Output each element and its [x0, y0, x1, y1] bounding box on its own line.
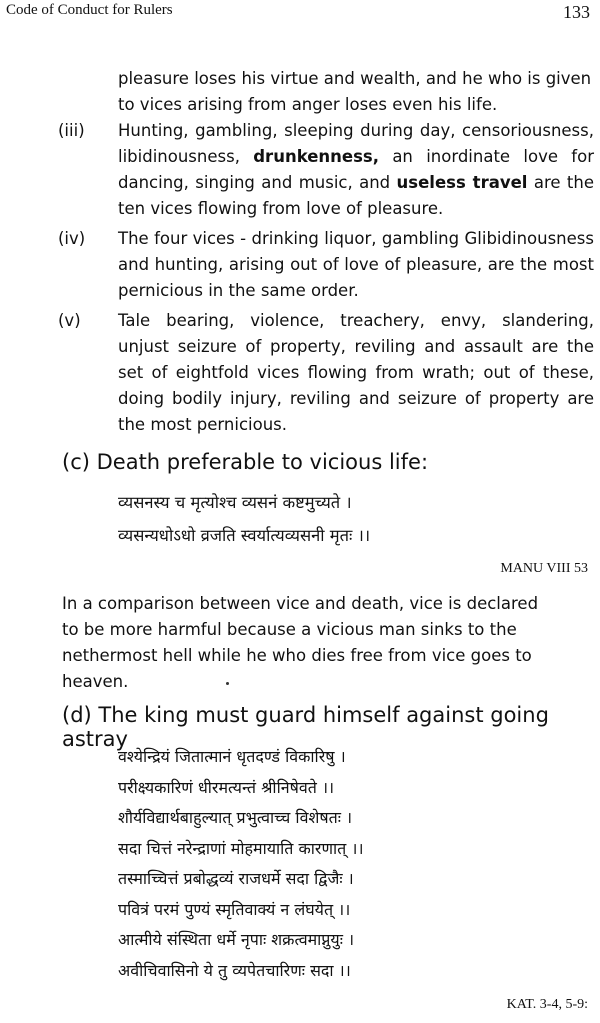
bold-term: drunkenness, — [253, 147, 380, 166]
section-heading-c: (c) Death preferable to vicious life: — [62, 450, 429, 474]
verse-line: वश्येन्द्रियं जितात्मानं धृतदण्डं विकारिषु । — [118, 747, 346, 766]
list-item-number: (iii) — [58, 121, 85, 140]
text-segment: are the ten vices flowing from love of pleasure. — [118, 173, 594, 218]
text-segment: Hunting, gambling, sleeping during day, censoriousness, libidinousness, — [118, 121, 594, 166]
verse-reference-d: KAT. 3-4, 5-9: — [506, 997, 588, 1012]
verse-line: व्यसनस्य च मृत्योश्च व्यसनं कष्टमुच्यते । — [118, 493, 352, 512]
sanskrit-verse-d — [118, 742, 364, 986]
page-number: 133 — [563, 2, 590, 22]
verse-line: अवीचिवासिनो ये तु व्यपेतचारिणः सदा ।। — [118, 960, 351, 980]
list-item-text: Tale bearing, violence, treachery, envy, slandering, unjust seizure of property, reviling and assault are the set of eightfold vices flowing from wrath; out of these, doing bodily injury, reviling and seizure of property are the most pernicious. — [118, 311, 594, 434]
verse-line: शौर्यविद्यार्थबाहुल्यात् प्रभुत्वाच्च विशेषतः । — [118, 808, 353, 827]
verse-line: परीक्ष्यकारिणं धीरमत्यन्तं श्रीनिषेवते ।। — [118, 777, 335, 797]
verse-line: सदा चित्तं नरेन्द्राणां मोहमायाति कारणात् ।। — [118, 838, 364, 858]
list-item-text: The four vices - drinking liquor, gambling Glibidinousness and hunting, arising out of love of pleasure, are the most pernicious in the same order. — [118, 229, 594, 300]
list-item-number: (iv) — [58, 229, 86, 248]
text-segment: an inordinate love for dancing, singing and music, and — [118, 147, 594, 192]
running-header-title: Code of Conduct for Rulers — [6, 2, 173, 18]
section-heading-d: (d) The king must guard himself against going astray — [62, 703, 549, 751]
verse-line: तस्माच्चित्तं प्रबोद्धव्यं राजधर्मे सदा द्विजैः । — [118, 869, 354, 888]
list-item-text — [118, 118, 594, 222]
sanskrit-verse-c — [118, 486, 370, 552]
list-item-number: (v) — [58, 311, 81, 330]
verse-line: पवित्रं परमं पुण्यं स्मृतिवाक्यं न लंघयेत् ।। — [118, 899, 351, 919]
intro-paragraph: pleasure loses his virtue and wealth, and he who is given to vices arising from anger loses even his life. — [118, 69, 592, 114]
stray-dot — [226, 682, 229, 685]
bold-term: useless travel — [396, 173, 528, 192]
verse-reference-c: MANU VIII 53 — [500, 561, 588, 576]
explanation-paragraph: In a comparison between vice and death, vice is declared to be more harmful because a vicious man sinks to the nethermost hell while he who dies free from vice goes to heaven. — [62, 594, 539, 691]
verse-line: व्यसन्यधोऽधो व्रजति स्वर्यात्यव्यसनी मृतः ।। — [118, 526, 371, 545]
verse-line: आत्मीये संस्थिता धर्मे नृपाः शक्रत्वमाप्नुयुः । — [118, 930, 355, 949]
